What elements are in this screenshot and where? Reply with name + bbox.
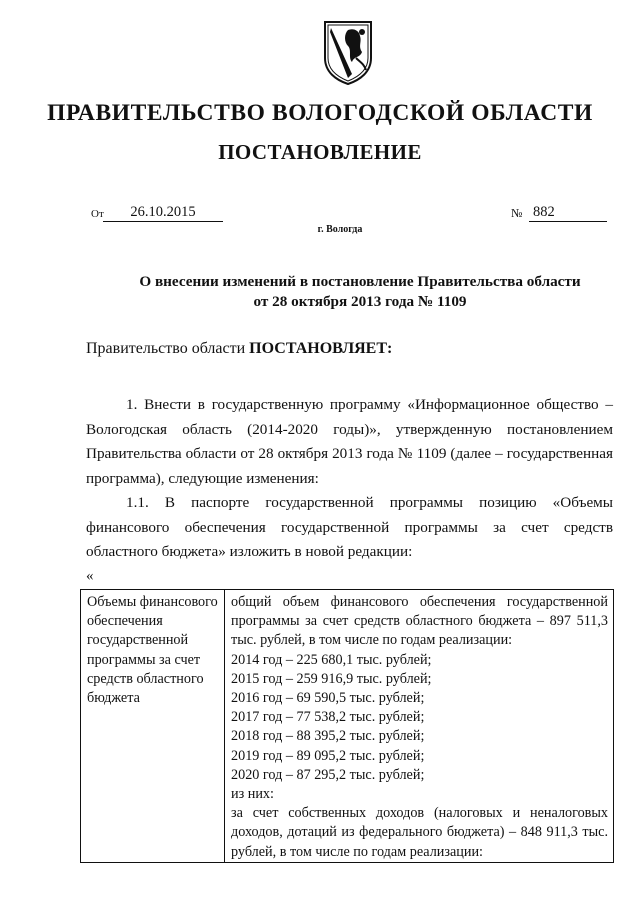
subject-line-2: от 28 октября 2013 года № 1109: [253, 293, 467, 310]
funding-details-cell: [225, 590, 614, 863]
own-income-text: за счет собственных доходов (налоговых и неналоговых доходов, дотаций из федерального бюджета) – 848 911,3 тыс. рублей, в том числе по годам реализации:: [231, 805, 608, 860]
number-label: №: [511, 206, 523, 220]
year-line: 2014 год – 225 680,1 тыс. рублей;: [231, 651, 432, 668]
year-line: 2020 год – 87 295,2 тыс. рублей;: [231, 766, 425, 783]
funding-intro: общий объем финансового обеспечения государственной программы за счет средств областного бюджета – 897 511,3 тыс. рублей, в том числе по годам реализации:: [231, 594, 608, 649]
year-line: 2015 год – 259 916,9 тыс. рублей;: [231, 670, 432, 687]
government-title: ПРАВИТЕЛЬСТВО ВОЛОГОДСКОЙ ОБЛАСТИ: [47, 100, 593, 126]
table-row: [81, 590, 614, 863]
year-line: 2017 год – 77 538,2 тыс. рублей;: [231, 709, 425, 726]
document-type: ПОСТАНОВЛЕНИЕ: [218, 140, 422, 164]
preamble: [86, 340, 392, 358]
document-subject: [80, 272, 640, 312]
funding-table: [80, 589, 614, 863]
of-them-label: из них:: [231, 786, 274, 803]
opening-quote: «: [86, 568, 94, 584]
date-label: От: [91, 208, 104, 220]
year-line: 2019 год – 89 095,2 тыс. рублей;: [231, 747, 425, 764]
document-date: 26.10.2015: [103, 203, 223, 222]
position-name-cell: Объемы финансового обеспечения государственной программы за счет средств областного бюджета: [81, 590, 225, 863]
subject-line-1: О внесении изменений в постановление Правительства области: [139, 273, 581, 290]
preamble-text: Правительство области: [86, 340, 250, 357]
year-line: 2018 год – 88 395,2 тыс. рублей;: [231, 728, 425, 745]
city-name: г. Вологда: [317, 224, 363, 235]
preamble-decree-word: ПОСТАНОВЛЯЕТ:: [249, 340, 393, 357]
coat-of-arms-emblem: [322, 18, 374, 86]
paragraph-1: 1. Внести в государственную программу «Информационное общество – Вологодская область (2014-2020 годы)», утвержденную постановлением Правительства области от 28 октября 2013 года № 1109 (далее – государственная программа), следующие изменения:: [86, 396, 613, 487]
document-number: 882: [529, 203, 607, 222]
year-line: 2016 год – 69 590,5 тыс. рублей;: [231, 690, 425, 707]
paragraph-1-1: 1.1. В паспорте государственной программы позицию «Объемы финансового обеспечения государственной программы за счет средств областного бюджета» изложить в новой редакции:: [86, 494, 613, 560]
